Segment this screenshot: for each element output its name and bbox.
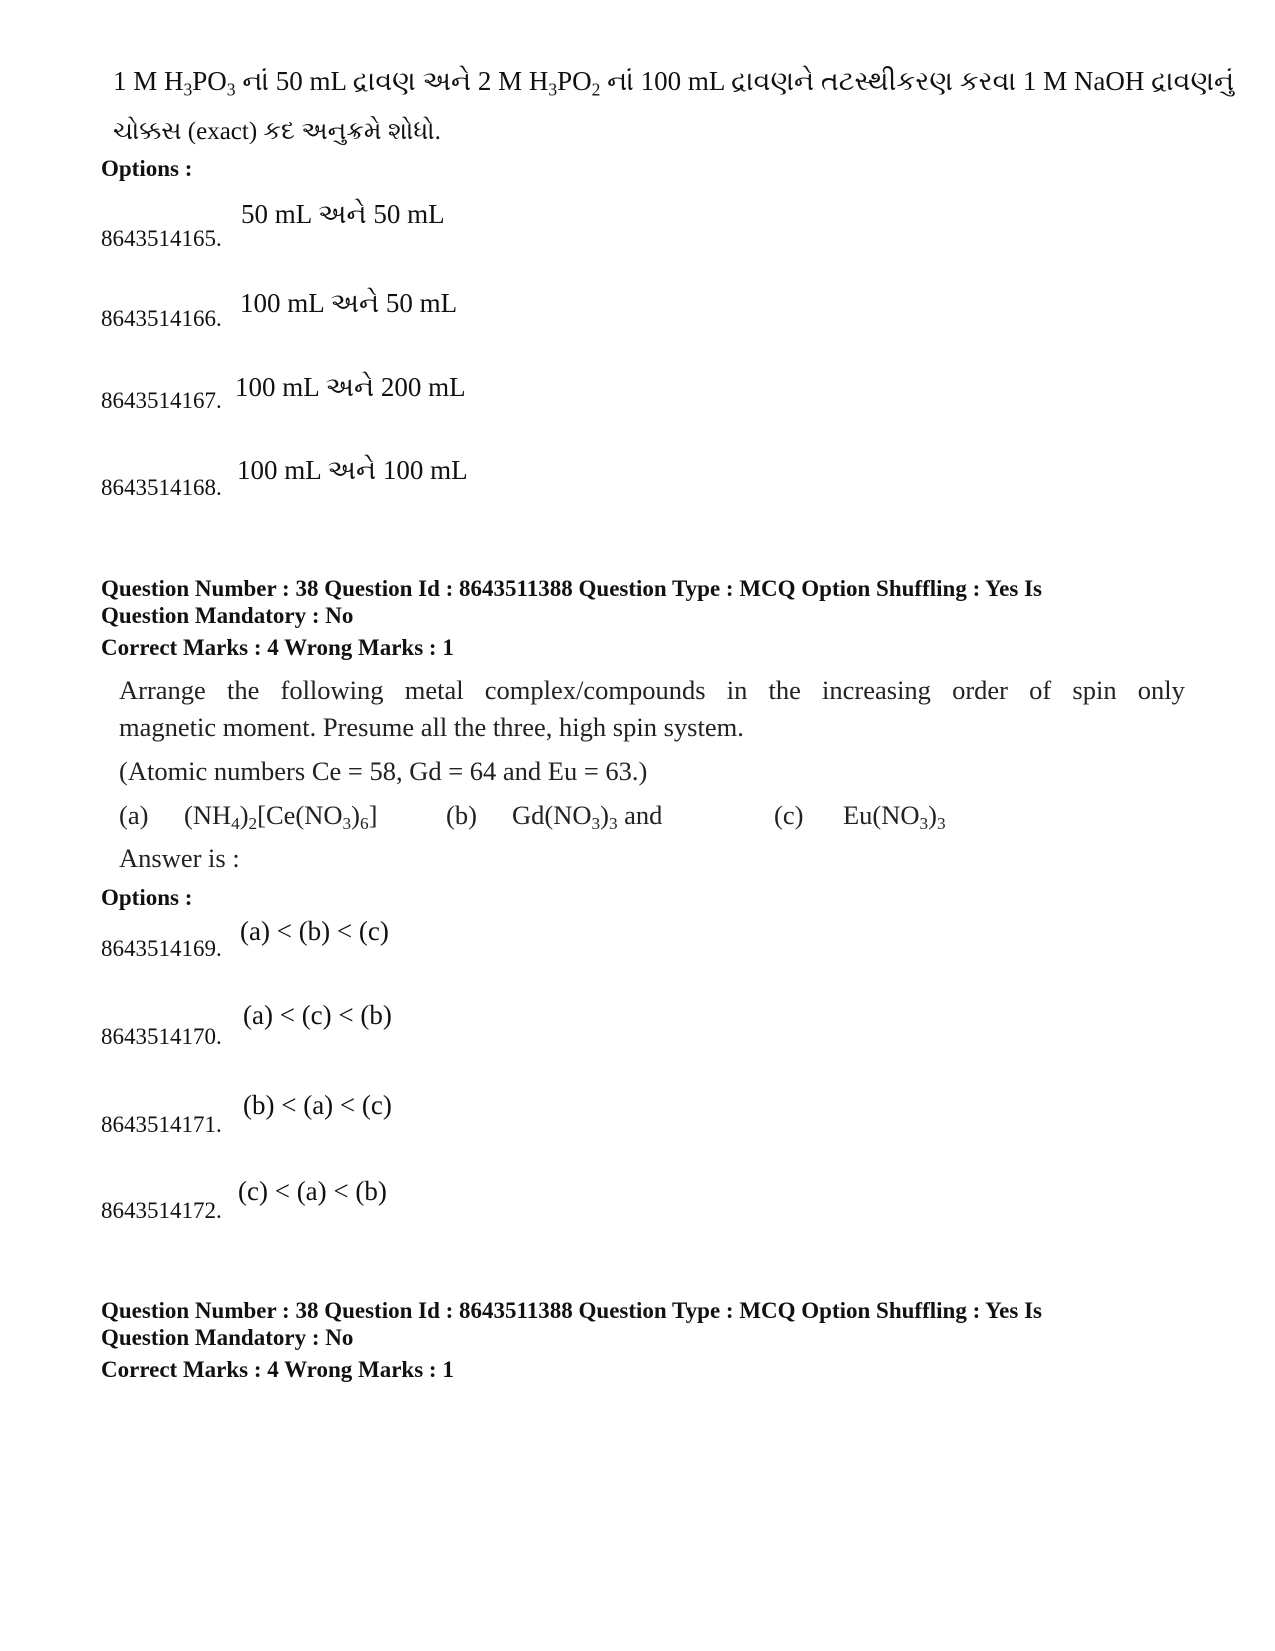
item-a-formula: $(NH_4)_2[Ce(NO_3)_6]$ (184, 800, 378, 834)
option-text: (b) < (a) < (c) (243, 1090, 392, 1120)
option-text: (a) < (b) < (c) (240, 916, 389, 946)
item-c-formula: $Eu(NO_3)_3$ (843, 800, 946, 834)
question-text-line-2: magnetic moment. Presume all the three, high spin system. (119, 712, 744, 742)
question-text-line-1: Arrange the following metal complex/compounds in the increasing order of spin only (119, 675, 1185, 705)
item-a-label: (a) (119, 800, 149, 830)
option-id: 8643514169. (101, 936, 222, 961)
question-meta-line-1: Question Number : 38 Question Id : 8643511388 Question Type : MCQ Option Shuffling : Yes Is (101, 576, 1042, 601)
option-text: (c) < (a) < (b) (238, 1176, 387, 1206)
option-id: 8643514168. (101, 475, 222, 500)
question-text-line-3: (Atomic numbers Ce = 58, Gd = 64 and Eu = 63.) (119, 756, 648, 786)
option-id: 8643514172. (101, 1198, 222, 1223)
option-text: 50 mL અને 50 mL (241, 199, 445, 229)
option-id: 8643514170. (101, 1024, 222, 1049)
question-meta-line-2: Question Mandatory : No (101, 1325, 354, 1350)
question-text-line-2: ચોક્કસ (exact) કદ અનુક્રમે શોધો. (113, 118, 441, 145)
options-label: Options : (101, 885, 193, 910)
item-b-formula: $Gd(NO_3)_3$ and (512, 800, 663, 834)
options-label: Options : (101, 156, 193, 181)
item-c-label: (c) (774, 800, 804, 830)
option-id: 8643514166. (101, 306, 222, 331)
question-marks: Correct Marks : 4 Wrong Marks : 1 (101, 1357, 454, 1382)
option-text: 100 mL અને 100 mL (237, 455, 468, 485)
question-meta-line-1: Question Number : 38 Question Id : 8643511388 Question Type : MCQ Option Shuffling : Yes Is (101, 1298, 1042, 1323)
option-text: 100 mL અને 50 mL (240, 288, 458, 318)
question-meta-line-2: Question Mandatory : No (101, 603, 354, 628)
answer-prompt: Answer is : (119, 843, 240, 873)
option-text: 100 mL અને 200 mL (235, 372, 466, 402)
option-text: (a) < (c) < (b) (243, 1000, 392, 1030)
option-id: 8643514167. (101, 388, 222, 413)
question-marks: Correct Marks : 4 Wrong Marks : 1 (101, 635, 454, 660)
option-id: 8643514171. (101, 1112, 222, 1137)
item-b-label: (b) (446, 800, 477, 830)
question-text-line-1: 1 M $H_3PO_3$ નાં 50 mL દ્રાવણ અને 2 M $H_3PO_2$ નાં 100 mL દ્રાવણને તટસ્થીકરણ કરવા 1 M NaOH દ્રાવણનું (113, 66, 1235, 100)
option-id: 8643514165. (101, 226, 222, 251)
